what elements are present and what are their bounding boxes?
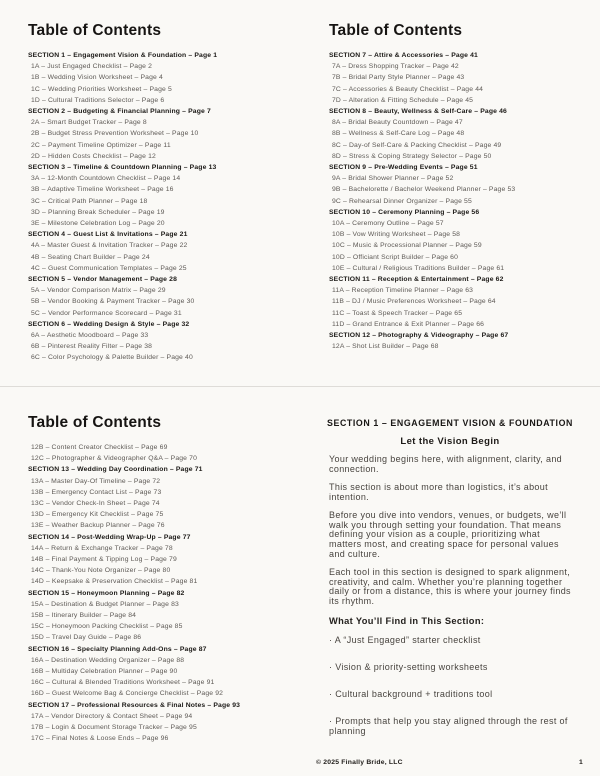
toc-item: 12A – Shot List Builder – Page 68 xyxy=(332,343,439,351)
copyright-text: © 2025 Finally Bride, LLC xyxy=(316,759,403,766)
section-body xyxy=(316,447,584,737)
toc-item: 7C – Accessories & Beauty Checklist – Page 44 xyxy=(332,85,484,93)
toc-item: 15D – Travel Day Guide – Page 86 xyxy=(31,634,142,642)
toc-item: 12B – Content Creator Checklist – Page 69 xyxy=(31,444,168,451)
toc-section-header: SECTION 6 – Wedding Design & Style – Page 32 xyxy=(28,320,190,328)
page-number: 1 xyxy=(579,759,583,766)
toc-section-header: SECTION 7 – Attire & Accessories – Page 41 xyxy=(329,52,478,59)
toc-item: 2B – Budget Stress Prevention Worksheet – Page 10 xyxy=(31,130,199,138)
toc-item: 4C – Guest Communication Templates – Page 25 xyxy=(31,264,187,272)
find-heading: What You’ll Find in This Section: xyxy=(329,615,485,626)
section-intro-page xyxy=(316,414,584,754)
toc-item: 2A – Smart Budget Tracker – Page 8 xyxy=(31,119,147,127)
toc-section-header: SECTION 3 – Timeline & Countdown Planning – Page 13 xyxy=(28,164,217,172)
toc-item: 16A – Destination Wedding Organizer – Page 88 xyxy=(31,656,185,664)
toc-section-header: SECTION 15 – Honeymoon Planning – Page 82 xyxy=(28,589,185,597)
toc-section-header: SECTION 12 – Photography & Videography – Page 67 xyxy=(329,332,509,340)
intro-bullet-item: · Prompts that help you stay aligned through the rest of planning xyxy=(329,716,568,736)
toc-item: 3A – 12-Month Countdown Checklist – Page 14 xyxy=(31,175,181,183)
toc-item: 9B – Bachelorette / Bachelor Weekend Planner – Page 53 xyxy=(332,186,516,194)
page-title: Table of Contents xyxy=(28,22,162,39)
toc-item: 11A – Reception Timeline Planner – Page 63 xyxy=(332,287,474,295)
toc-item: 6C – Color Psychology & Palette Builder – Page 40 xyxy=(31,354,193,362)
toc-item: 15B – Itinerary Builder – Page 84 xyxy=(31,612,137,620)
intro-bullet-item: · A “Just Engaged” starter checklist xyxy=(329,634,481,645)
toc-item: 14A – Return & Exchange Tracker – Page 78 xyxy=(31,544,173,552)
toc-section-header: SECTION 10 – Ceremony Planning – Page 56 xyxy=(329,208,480,216)
toc-item: 15C – Honeymoon Packing Checklist – Page 85 xyxy=(31,623,183,631)
section-heading: SECTION 1 – ENGAGEMENT VISION & FOUNDATION xyxy=(327,418,573,428)
toc-section-header: SECTION 4 – Guest List & Invitations – Page 21 xyxy=(28,231,188,239)
toc-item: 8A – Bridal Beauty Countdown – Page 47 xyxy=(332,119,463,127)
toc-item: 7D – Alteration & Fitting Schedule – Page 45 xyxy=(332,96,474,104)
toc-item: 11B – DJ / Music Preferences Worksheet – Page 64 xyxy=(332,298,496,306)
toc-item: 13A – Master Day-Of Timeline – Page 72 xyxy=(31,477,161,485)
toc-item: 10A – Ceremony Outline – Page 57 xyxy=(332,220,444,228)
toc-item: 6B – Pinterest Reality Filter – Page 38 xyxy=(31,343,153,351)
toc-item: 16B – Multiday Celebration Planner – Page 90 xyxy=(31,668,178,676)
toc-item: 17A – Vendor Directory & Contact Sheet – Page 94 xyxy=(31,712,193,720)
toc-item: 14B – Final Payment & Tipping Log – Page 79 xyxy=(31,556,177,564)
toc-item: 9A – Bridal Shower Planner – Page 52 xyxy=(332,175,454,183)
toc-item: 8B – Wellness & Self-Care Log – Page 48 xyxy=(332,130,465,138)
toc-item: 3E – Milestone Celebration Log – Page 20 xyxy=(31,220,165,228)
toc-item: 17B – Login & Document Storage Tracker – Page 95 xyxy=(31,724,197,732)
toc-section-header: SECTION 13 – Wedding Day Coordination – Page 71 xyxy=(28,466,203,474)
toc-item: 5B – Vendor Booking & Payment Tracker – Page 30 xyxy=(31,298,195,306)
toc-item: 10C – Music & Processional Planner – Page 59 xyxy=(332,242,482,250)
toc-item: 1C – Wedding Priorities Worksheet – Page 5 xyxy=(31,85,172,93)
intro-paragraph: Your wedding begins here, with alignment, clarity, and connection. xyxy=(329,454,563,474)
toc-item: 7B – Bridal Party Style Planner – Page 43 xyxy=(332,74,465,82)
toc-item: 13B – Emergency Contact List – Page 73 xyxy=(31,488,162,496)
toc-item: 3B – Adaptive Timeline Worksheet – Page 16 xyxy=(31,186,174,194)
toc-item: 1B – Wedding Vision Worksheet – Page 4 xyxy=(31,74,163,82)
toc-item: 8C – Day-of Self-Care & Packing Checklist – Page 49 xyxy=(332,141,502,149)
section-subheading: Let the Vision Begin xyxy=(400,436,500,447)
page-footer xyxy=(316,759,583,766)
intro-paragraph: Each tool in this section is designed to spark alignment, creativity, and calm. Whether you’re planning together daily or from a distance, this is where your journey finds its rhythm. xyxy=(329,566,571,606)
toc-item: 15A – Destination & Budget Planner – Page 83 xyxy=(31,600,179,608)
toc-item: 11D – Grand Entrance & Exit Planner – Page 66 xyxy=(332,320,485,328)
toc-list xyxy=(28,442,303,744)
toc-item: 9C – Rehearsal Dinner Organizer – Page 55 xyxy=(332,197,472,205)
toc-item: 7A – Dress Shopping Tracker – Page 42 xyxy=(332,63,459,71)
toc-item: 11C – Toast & Speech Tracker – Page 65 xyxy=(332,309,463,317)
toc-item: 2D – Hidden Costs Checklist – Page 12 xyxy=(31,152,156,160)
toc-item: 6A – Aesthetic Moodboard – Page 33 xyxy=(31,332,149,340)
toc-item: 16C – Cultural & Blended Traditions Worksheet – Page 91 xyxy=(31,679,215,687)
intro-paragraph: This section is about more than logistics, it’s about intention. xyxy=(329,481,548,502)
toc-section-header: SECTION 1 – Engagement Vision & Foundation – Page 1 xyxy=(28,52,218,59)
toc-item: 17C – Final Notes & Loose Ends – Page 96 xyxy=(31,735,169,743)
page-title: Table of Contents xyxy=(28,414,162,431)
toc-section-header: SECTION 8 – Beauty, Wellness & Self-Care – Page 46 xyxy=(329,108,507,116)
toc-item: 10B – Vow Writing Worksheet – Page 58 xyxy=(332,231,461,239)
toc-item: 3C – Critical Path Planner – Page 18 xyxy=(31,197,148,205)
toc-page-2 xyxy=(329,21,590,352)
toc-page-1 xyxy=(28,21,303,364)
toc-item: 8D – Stress & Coping Strategy Selector – Page 50 xyxy=(332,152,492,160)
toc-item: 10D – Officiant Script Builder – Page 60 xyxy=(332,253,459,261)
toc-list xyxy=(329,50,590,352)
toc-section-header: SECTION 14 – Post-Wedding Wrap-Up – Page 77 xyxy=(28,533,191,541)
toc-section-header: SECTION 17 – Professional Resources & Final Notes – Page 93 xyxy=(28,701,241,709)
toc-item: 5A – Vendor Comparison Matrix – Page 29 xyxy=(31,287,166,295)
toc-section-header: SECTION 11 – Reception & Entertainment – Page 62 xyxy=(329,276,504,284)
toc-item: 13E – Weather Backup Planner – Page 76 xyxy=(31,522,165,530)
toc-section-header: SECTION 2 – Budgeting & Financial Planning – Page 7 xyxy=(28,108,211,116)
intro-paragraph: Before you dive into vendors, venues, or budgets, we’ll walk you through setting your foundation. That means defining your vision as a couple, prioritizing what matters most, and creating space for personal values and culture. xyxy=(329,509,567,559)
toc-section-header: SECTION 16 – Specialty Planning Add-Ons – Page 87 xyxy=(28,645,207,653)
intro-paragraphs xyxy=(329,455,571,607)
toc-item: 16D – Guest Welcome Bag & Concierge Checklist – Page 92 xyxy=(31,690,224,698)
intro-bullets xyxy=(329,636,571,737)
toc-item: 10E – Cultural / Religious Traditions Builder – Page 61 xyxy=(332,264,505,272)
toc-list xyxy=(28,50,303,364)
toc-item: 2C – Payment Timeline Optimizer – Page 11 xyxy=(31,141,171,149)
page-title: Table of Contents xyxy=(329,22,463,39)
intro-bullet-item: · Cultural background + traditions tool xyxy=(329,689,493,700)
toc-item: 1A – Just Engaged Checklist – Page 2 xyxy=(31,63,153,71)
toc-item: 14C – Thank-You Note Organizer – Page 80 xyxy=(31,567,171,575)
toc-item: 4B – Seating Chart Builder – Page 24 xyxy=(31,253,150,261)
page-divider xyxy=(0,386,600,387)
toc-item: 13D – Emergency Kit Checklist – Page 75 xyxy=(31,511,164,519)
toc-item: 5C – Vendor Performance Scorecard – Page 31 xyxy=(31,309,182,317)
toc-item: 3D – Planning Break Scheduler – Page 19 xyxy=(31,208,165,216)
toc-item: 4A – Master Guest & Invitation Tracker – Page 22 xyxy=(31,242,188,250)
toc-section-header: SECTION 9 – Pre-Wedding Events – Page 51 xyxy=(329,164,478,172)
toc-section-header: SECTION 5 – Vendor Management – Page 28 xyxy=(28,276,178,284)
toc-item: 12C – Photographer & Videographer Q&A – Page 70 xyxy=(31,455,198,463)
intro-bullet-item: · Vision & priority-setting worksheets xyxy=(329,661,488,672)
toc-item: 1D – Cultural Traditions Selector – Page 6 xyxy=(31,96,165,104)
toc-item: 13C – Vendor Check-In Sheet – Page 74 xyxy=(31,500,160,508)
toc-page-3 xyxy=(28,413,303,744)
toc-item: 14D – Keepsake & Preservation Checklist – Page 81 xyxy=(31,578,198,586)
